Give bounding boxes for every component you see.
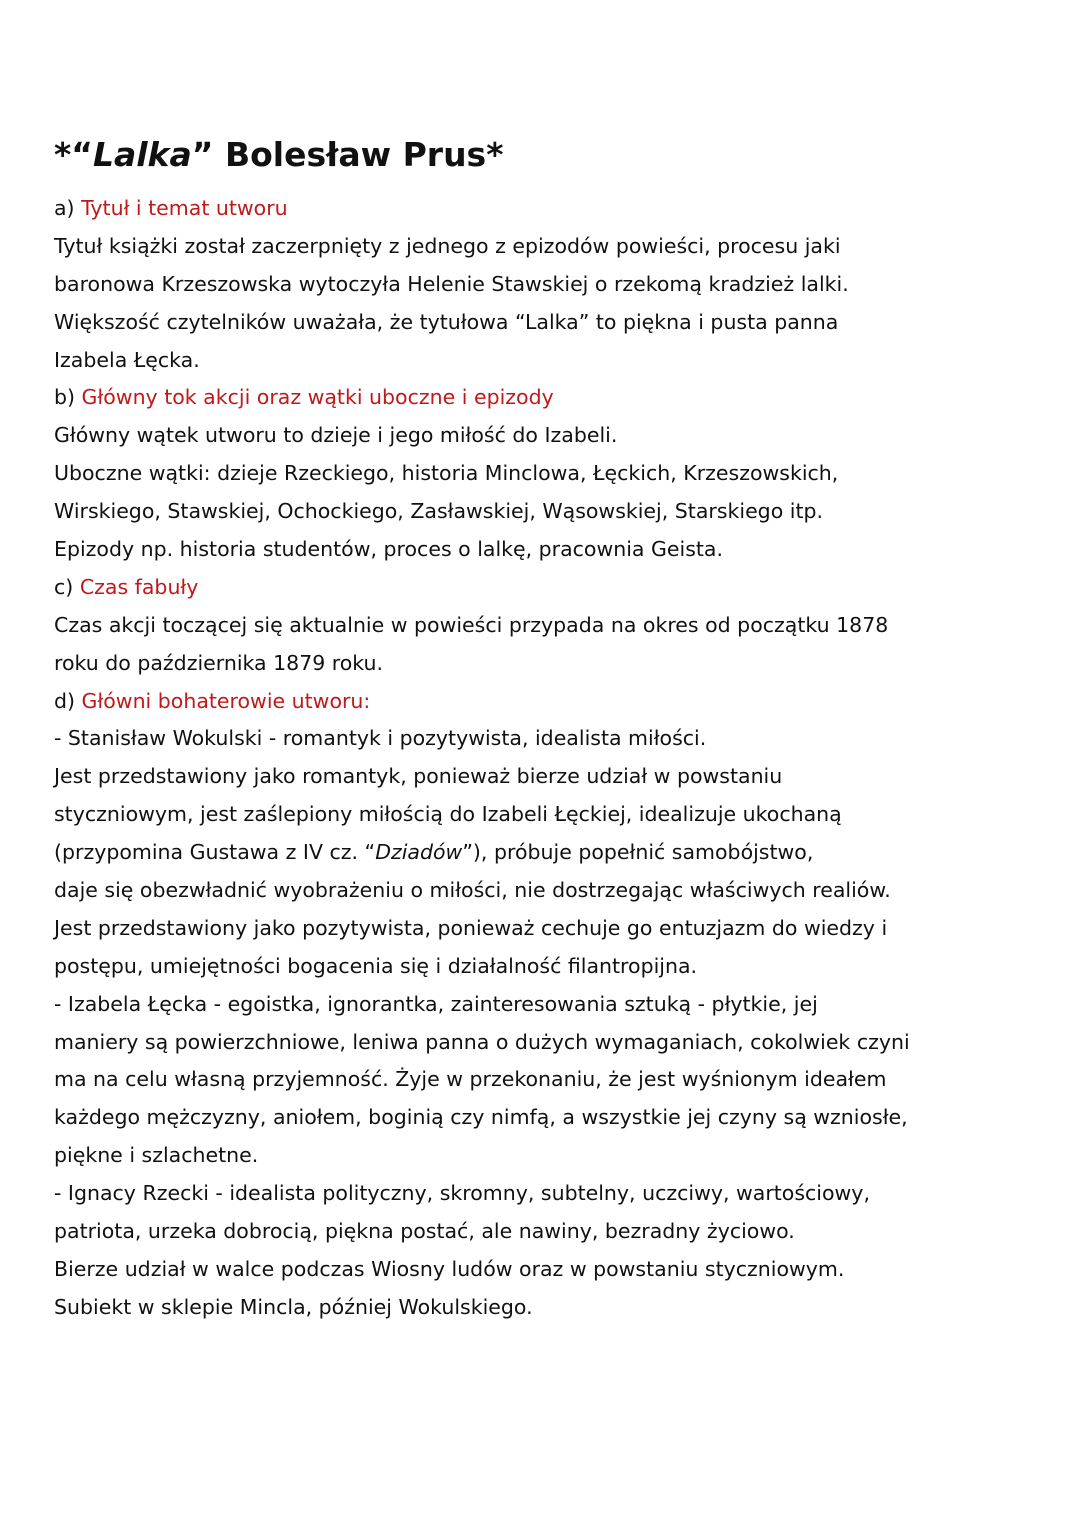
- paragraph-line: Tytuł książki został zaczerpnięty z jednego z epizodów powieści, procesu jaki: [54, 233, 841, 258]
- section-heading-text: Główny tok akcji oraz wątki uboczne i epizody: [81, 385, 554, 410]
- section-letter: a): [54, 196, 75, 220]
- paragraph-line: Jest przedstawiony jako romantyk, ponieważ bierze udział w powstaniu: [54, 764, 783, 789]
- paragraph-line: baronowa Krzeszowska wytoczyła Helenie Stawskiej o rzekomą kradzież lalki.: [54, 271, 849, 296]
- paragraph-line: piękne i szlachetne.: [54, 1143, 259, 1168]
- paragraph-line: - Izabela Łęcka - egoistka, ignorantka, zainteresowania sztuką - płytkie, jej: [54, 991, 818, 1016]
- section-heading-text: Czas fabuły: [79, 574, 199, 599]
- paragraph-line: Subiekt w sklepie Mincla, później Wokulskiego.: [54, 1294, 533, 1319]
- page-title: [54, 132, 503, 178]
- section-b-heading: [54, 379, 1054, 417]
- paragraph-line: Izabela Łęcka.: [54, 347, 200, 372]
- section-letter: d): [54, 688, 76, 713]
- paragraph-line: - Ignacy Rzecki - idealista polityczny, skromny, subtelny, uczciwy, wartościowy,: [54, 1181, 870, 1206]
- section-letter: b): [54, 385, 76, 410]
- title-work: Lalka: [92, 135, 192, 174]
- paragraph-line: - Stanisław Wokulski - romantyk i pozytywista, idealista miłości.: [54, 726, 707, 751]
- work-title-dziady: Dziadów: [375, 840, 463, 865]
- paragraph-line: Epizody np. historia studentów, proces o lalkę, pracownia Geista.: [54, 537, 724, 562]
- paragraph-line: Bierze udział w walce podczas Wiosny ludów oraz w powstaniu styczniowym.: [54, 1256, 845, 1281]
- section-heading-text: Tytuł i temat utworu: [81, 196, 288, 220]
- paragraph-line: każdego mężczyzny, aniołem, boginią czy nimfą, a wszystkie jej czyny są wzniosłe,: [54, 1105, 908, 1130]
- paragraph-line: Czas akcji toczącej się aktualnie w powieści przypada na okres od początku 1878: [54, 612, 889, 637]
- paragraph-line: daje się obezwładnić wyobrażeniu o miłości, nie dostrzegając właściwych realiów.: [54, 878, 891, 903]
- section-d-heading: [54, 683, 1054, 721]
- title-prefix: *“: [54, 135, 93, 174]
- paragraph-line: ma na celu własną przyjemność. Żyje w przekonaniu, że jest wyśnionym ideałem: [54, 1067, 887, 1092]
- paragraph-line: Główny wątek utworu to dzieje i jego miłość do Izabeli.: [54, 423, 618, 448]
- paragraph-line-dziady: [54, 834, 1054, 872]
- paragraph-line: Większość czytelników uważała, że tytułowa “Lalka” to piękna i pusta panna: [54, 309, 839, 334]
- title-rest: ” Bolesław Prus*: [191, 135, 504, 174]
- text-fragment: (przypomina Gustawa z IV cz. “: [54, 840, 376, 865]
- paragraph-line: Wirskiego, Stawskiej, Ochockiego, Zasławskiej, Wąsowskiej, Starskiego itp.: [54, 499, 824, 524]
- paragraph-line: Uboczne wątki: dzieje Rzeckiego, historia Minclowa, Łęckich, Krzeszowskich,: [54, 461, 839, 486]
- paragraph-line: roku do października 1879 roku.: [54, 650, 384, 675]
- paragraph-line: postępu, umiejętności bogacenia się i działalność filantropijna.: [54, 953, 698, 978]
- section-a-heading: [54, 190, 1054, 228]
- text-fragment: ”), próbuje popełnić samobójstwo,: [462, 840, 814, 865]
- document-body: [54, 190, 1054, 1327]
- paragraph-line: styczniowym, jest zaślepiony miłością do Izabeli Łęckiej, idealizuje ukochaną: [54, 802, 842, 827]
- paragraph-line: patriota, urzeka dobrocią, piękna postać, ale nawiny, bezradny życiowo.: [54, 1219, 795, 1244]
- section-heading-text: Główni bohaterowie utworu:: [81, 688, 371, 713]
- section-letter: c): [54, 574, 74, 599]
- paragraph-line: maniery są powierzchniowe, leniwa panna o dużych wymaganiach, cokolwiek czyni: [54, 1029, 910, 1054]
- section-c-heading: [54, 569, 1054, 607]
- paragraph-line: Jest przedstawiony jako pozytywista, ponieważ cechuje go entuzjazm do wiedzy i: [54, 915, 888, 940]
